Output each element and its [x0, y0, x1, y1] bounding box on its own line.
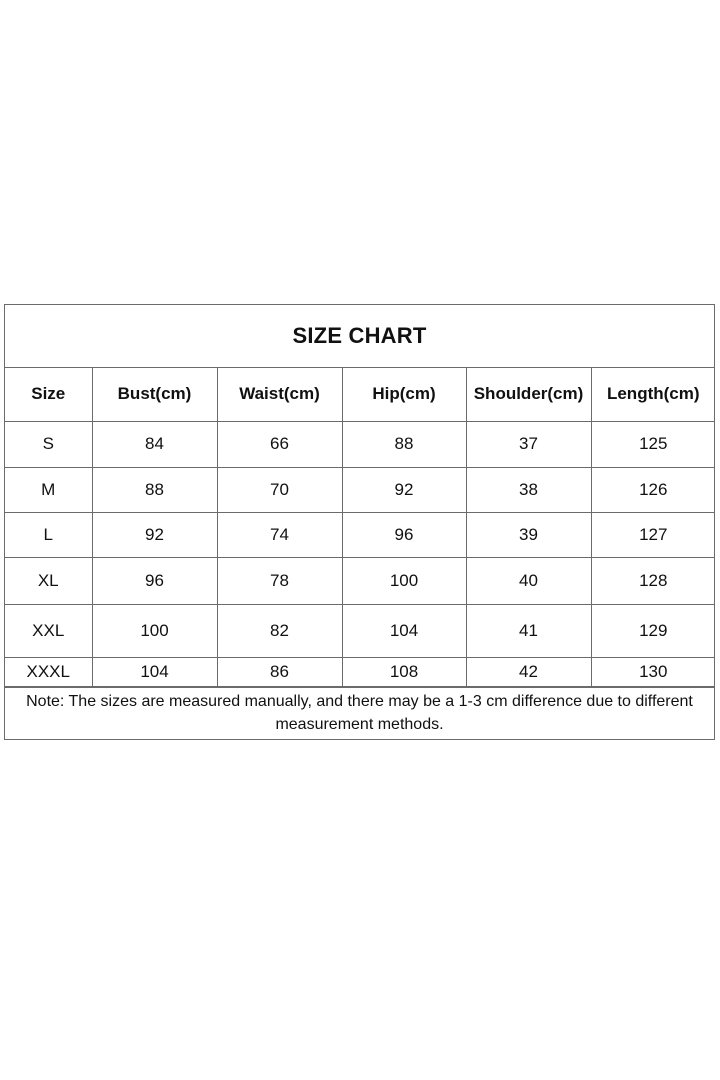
cell-hip: 104 [342, 604, 466, 657]
table-row [5, 604, 715, 657]
cell-hip: 96 [342, 512, 466, 557]
cell-shoulder: 38 [466, 467, 591, 512]
cell-bust: 96 [92, 557, 217, 604]
table-row [5, 512, 715, 557]
header-shoulder: Shoulder(cm) [466, 368, 591, 421]
cell-waist: 66 [217, 421, 342, 467]
cell-size: L [5, 512, 92, 557]
chart-title: SIZE CHART [5, 305, 714, 368]
cell-shoulder: 37 [466, 421, 591, 467]
cell-hip: 100 [342, 557, 466, 604]
size-chart [4, 304, 715, 740]
cell-hip: 92 [342, 467, 466, 512]
cell-size: XXL [5, 604, 92, 657]
cell-waist: 82 [217, 604, 342, 657]
header-hip: Hip(cm) [342, 368, 466, 421]
cell-waist: 86 [217, 657, 342, 686]
cell-length: 128 [591, 557, 715, 604]
cell-size: XXXL [5, 657, 92, 686]
cell-waist: 70 [217, 467, 342, 512]
header-size: Size [5, 368, 92, 421]
cell-bust: 84 [92, 421, 217, 467]
cell-hip: 88 [342, 421, 466, 467]
cell-length: 129 [591, 604, 715, 657]
table-header-row [5, 368, 715, 421]
cell-shoulder: 41 [466, 604, 591, 657]
cell-hip: 108 [342, 657, 466, 686]
cell-length: 130 [591, 657, 715, 686]
cell-waist: 78 [217, 557, 342, 604]
cell-shoulder: 42 [466, 657, 591, 686]
cell-bust: 104 [92, 657, 217, 686]
cell-length: 127 [591, 512, 715, 557]
cell-length: 125 [591, 421, 715, 467]
measurement-note: Note: The sizes are measured manually, and there may be a 1-3 cm difference due to different measurement methods. [5, 687, 714, 739]
table-row [5, 421, 715, 467]
table-row [5, 467, 715, 512]
table-row [5, 557, 715, 604]
header-length: Length(cm) [591, 368, 715, 421]
table-row [5, 657, 715, 686]
cell-size: XL [5, 557, 92, 604]
header-waist: Waist(cm) [217, 368, 342, 421]
cell-waist: 74 [217, 512, 342, 557]
cell-bust: 100 [92, 604, 217, 657]
cell-length: 126 [591, 467, 715, 512]
size-table [5, 368, 715, 687]
cell-size: M [5, 467, 92, 512]
cell-shoulder: 39 [466, 512, 591, 557]
cell-bust: 88 [92, 467, 217, 512]
header-bust: Bust(cm) [92, 368, 217, 421]
cell-bust: 92 [92, 512, 217, 557]
cell-shoulder: 40 [466, 557, 591, 604]
cell-size: S [5, 421, 92, 467]
